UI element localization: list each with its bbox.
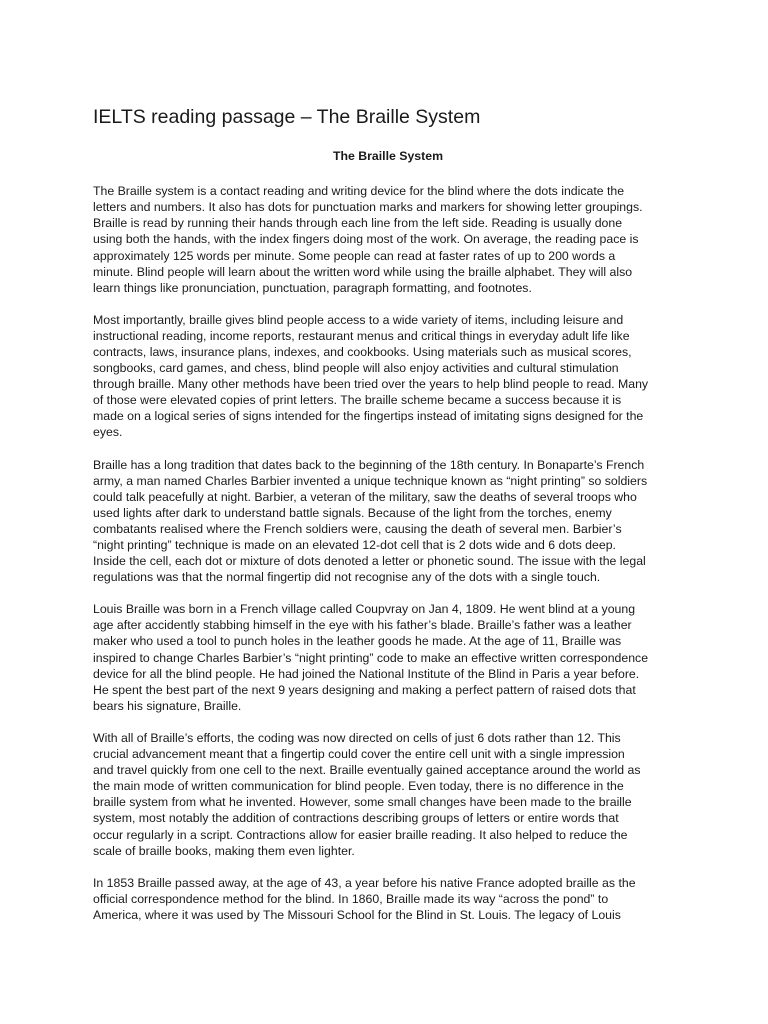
text-line: With all of Braille’s efforts, the coding was now directed on cells of just 6 dots rather than 12. This <box>93 730 621 745</box>
text-line: America, where it was used by The Missouri School for the Blind in St. Louis. The legacy of Louis <box>93 907 621 922</box>
text-line: used lights after dark to understand battle signals. Because of the light from the torches, enemy <box>93 505 612 520</box>
text-line: braille system from what he invented. However, some small changes have been made to the braille <box>93 795 632 810</box>
text-line: official correspondence method for the blind. In 1860, Braille made its way “across the pond” to <box>93 891 609 906</box>
paragraph-6 <box>93 875 683 923</box>
passage-body <box>93 183 683 923</box>
text-line: scale of braille books, making them even lighter. <box>93 843 355 858</box>
text-line: could talk peacefully at night. Barbier, a veteran of the military, saw the deaths of several troops who <box>93 489 637 504</box>
paragraph-5 <box>93 730 683 859</box>
text-line: He spent the best part of the next 9 years designing and making a perfect pattern of raised dots that <box>93 682 636 697</box>
text-line: made on a logical series of signs intended for the fingertips instead of imitating signs designed for the <box>93 409 644 424</box>
text-line: army, a man named Charles Barbier invented a unique technique known as “night printing” so soldiers <box>93 473 648 488</box>
text-line: instructional reading, income reports, restaurant menus and critical things in everyday adult life like <box>93 328 630 343</box>
text-line: maker who used a tool to punch holes in the leather goods he made. At the age of 11, Braille was <box>93 634 622 649</box>
text-line: regulations was that the normal fingertip did not recognise any of the dots with a single touch. <box>93 570 601 585</box>
text-line: minute. Blind people will learn about the written word while using the braille alphabet. They will also <box>93 264 633 279</box>
paragraph-4 <box>93 601 683 714</box>
text-line: “night printing” technique is made on an elevated 12-dot cell that is 2 dots wide and 6 dots deep. <box>93 538 616 553</box>
text-line: age after accidently stabbing himself in the eye with his father’s blade. Braille’s father was a leather <box>93 618 632 633</box>
text-line: eyes. <box>93 425 123 440</box>
text-line: songbooks, card games, and chess, blind people will also enjoy activities and cultural stimulation <box>93 361 619 376</box>
text-line: system, most notably the addition of contractions describing groups of letters or entire words that <box>93 811 619 826</box>
text-line: bears his signature, Braille. <box>93 698 242 713</box>
paragraph-2 <box>93 312 683 441</box>
page-title: IELTS reading passage – The Braille System <box>93 106 481 128</box>
text-line: through braille. Many other methods have been tried over the years to help blind people to read. Many <box>93 377 649 392</box>
text-line: of those were elevated copies of print letters. The braille scheme became a success because it is <box>93 393 622 408</box>
document-page <box>93 106 683 939</box>
text-line: device for all the blind people. He had joined the National Institute of the Blind in Paris a year before. <box>93 666 640 681</box>
text-line: Braille has a long tradition that dates back to the beginning of the 18th century. In Bonaparte’s French <box>93 457 645 472</box>
text-line: The Braille system is a contact reading and writing device for the blind where the dots indicate the <box>93 184 625 199</box>
paragraph-3 <box>93 457 683 586</box>
text-line: Most importantly, braille gives blind people access to a wide variety of items, including leisure and <box>93 312 624 327</box>
text-line: Inside the cell, each dot or mixture of dots denoted a letter or phonetic sound. The issue with the legal <box>93 554 646 569</box>
text-line: approximately 125 words per minute. Some people can read at faster rates of up to 200 words a <box>93 248 616 263</box>
text-line: combatants realised where the French soldiers were, causing the death of several men. Barbier’s <box>93 521 622 536</box>
text-line: contracts, laws, insurance plans, indexes, and cookbooks. Using materials such as musical scores, <box>93 344 632 359</box>
text-line: Louis Braille was born in a French village called Coupvray on Jan 4, 1809. He went blind at a young <box>93 602 636 617</box>
text-line: inspired to change Charles Barbier’s “night printing” code to make an effective written correspondence <box>93 650 649 665</box>
text-line: In 1853 Braille passed away, at the age of 43, a year before his native France adopted braille as the <box>93 875 636 890</box>
text-line: the main mode of written communication for blind people. Even today, there is no difference in the <box>93 779 624 794</box>
text-line: crucial advancement meant that a fingertip could cover the entire cell unit with a single impression <box>93 747 625 762</box>
text-line: Braille is read by running their hands through each line from the left side. Reading is usually done <box>93 216 623 231</box>
text-line: occur regularly in a script. Contractions allow for easier braille reading. It also helped to reduce the <box>93 827 628 842</box>
text-line: learn things like pronunciation, punctuation, paragraph formatting, and footnotes. <box>93 280 532 295</box>
paragraph-1 <box>93 183 683 296</box>
text-line: and travel quickly from one cell to the next. Braille eventually gained acceptance around the world as <box>93 763 641 778</box>
text-line: letters and numbers. It also has dots for punctuation marks and markers for showing letter groupings. <box>93 200 643 215</box>
passage-title: The Braille System <box>332 149 444 164</box>
text-line: using both the hands, with the index fingers doing most of the work. On average, the reading pace is <box>93 232 639 247</box>
